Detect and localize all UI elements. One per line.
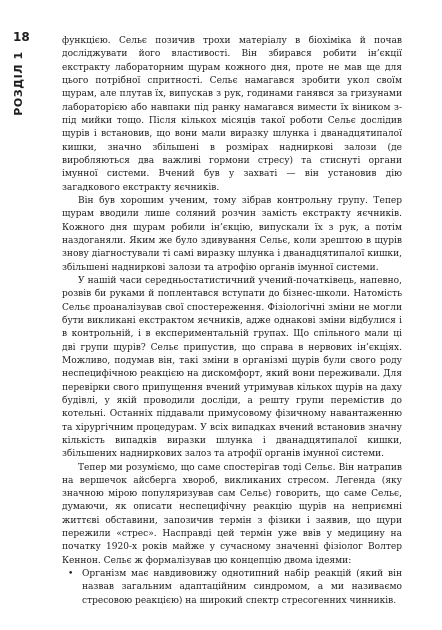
- list-item: [62, 568, 402, 608]
- body-text: [62, 35, 402, 608]
- bullet-icon: •: [68, 569, 74, 580]
- page-number: 18: [13, 30, 30, 44]
- paragraph: Тепер ми розуміємо, що саме спостерігав тоді Сельє. Він натрапив на вершечок айсберга хвороб, викликаних стресом. Легенда (яку значною мірою популяризував сам Сельє) говорить, що саме Сельє, думаючи, як описати неспецифічну реакцію щурів на неприємні життєві обставини, запозичив термін з фізики і заявив, що щури пережили «стрес». Насправді цей термін уже ввів у медицину на початку 1920-х років майже у сучасному значенні фізіолог Волтер Кеннон. Сельє ж формалізував цю концепцію двома ідеями:: [62, 462, 402, 566]
- paragraph: Він був хорошим ученим, тому зібрав контрольну групу. Тепер щурам вводили лише соляний розчин замість екстракту яєчників. Кожного дня щурам робили ін’єкцію, випускали їх з рук, а потім наздоганяли. Яким же було здивування Сельє, коли зрештою в щурів знову діагностували ті самі виразку шлунка і дванадцятипалої кишки, збільшені надниркові залози та атрофію органів імунної системи.: [62, 195, 402, 273]
- chapter-label: РОЗДІЛ 1: [11, 50, 25, 116]
- paragraph: функцією. Сельє позичив трохи матеріалу в біохіміка й почав досліджувати його властивості. Він збирався робити ін’єкції екстракту лабораторним щурам кожного дня, проте не мав ще для цього потрібної спритності. Сельє намагався зробити укол своїм щурам, але плутав їх, випускав з рук, годинами ганявся за гризунами лабораторією або навпаки під ранку намагався вимести їх віником з-під мийки тощо. Після кількох місяців такої роботи Сельє дослідив щурів і встановив, що вони мали виразку шлунка і дванадцятипалої кишки, значно збільшені в розмірах надниркові залози (де виробляються два важливі гормони стресу) та стиснуті органи імунної системи. Вчений був у захваті — він установив дію загадкового екстракту яєчників.: [62, 36, 402, 193]
- chapter-tab: [13, 52, 23, 114]
- list-item-text: Організм має навдивовижу однотипний набір реакцій (який він назвав загальним адаптаційним синдромом, а ми називаємо стресовою реакцією) на широкий спектр стресогенних чинників.: [82, 569, 402, 606]
- paragraph: У нашій часи середньостатистичний учений-початківець, напевно, розвів би руками й поплентався вступати до бізнес-школи. Натомість Сельє проаналізував свої спостереження. Фізіологічні зміни не могли бути викликані екстрактом яєчників, адже однакові зміни відбулися і в контрольній, і в експериментальній групах. Що спільного мали ці дві групи щурів? Сельє припустив, що справа в нервових ін’єкціях. Можливо, подумав він, такі зміни в організмі щурів були свого роду неспецифічною реакцією на дискомфорт, який вони переживали. Для перевірки свого припущення вчений утримував кількох щурів на даху будівлі, у якій проводили досліди, а решту групи перемістив до котельні. Останніх піддавали примусовому фізичному навантаженню та хірургічним процедурам. У всіх випадках вчений встановив значну кількість випадків виразки шлунка і дванадцятипалої кишки, збільшених надниркових залоз та атрофії органів імунної системи.: [62, 275, 402, 460]
